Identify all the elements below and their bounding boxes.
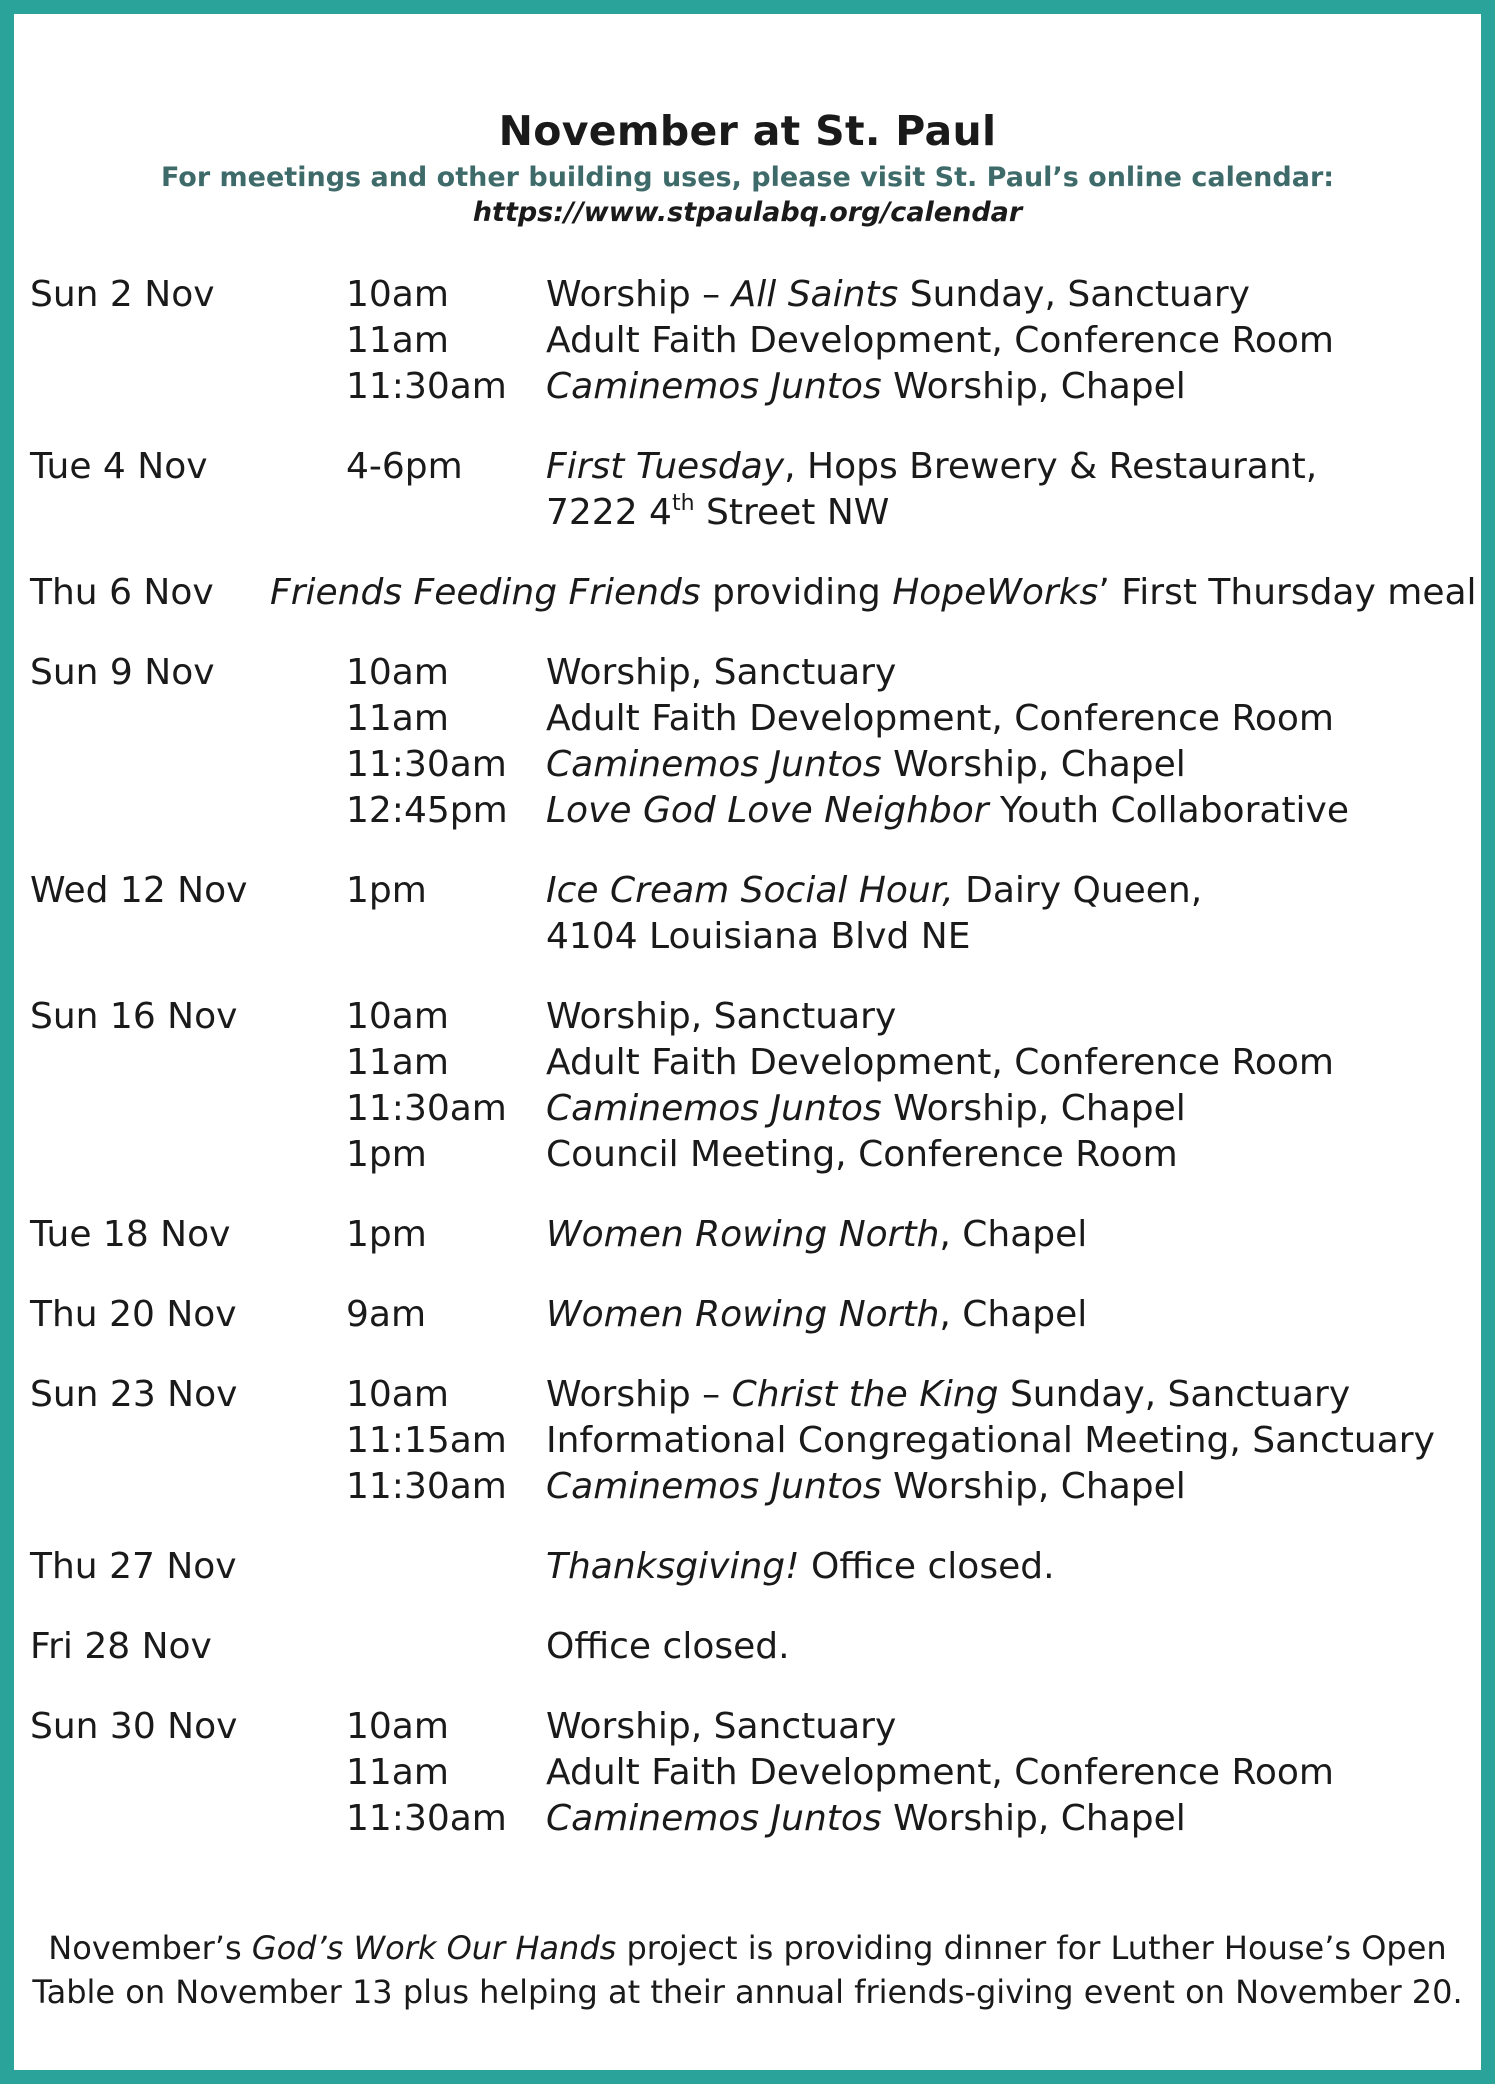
event-group bbox=[30, 444, 1470, 536]
event-text: Worship – bbox=[546, 1374, 732, 1415]
event-date: Tue 4 Nov bbox=[30, 446, 208, 487]
footer-project-name: God’s Work Our Hands bbox=[251, 1929, 617, 1967]
event-text: , Hops Brewery & Restaurant, bbox=[784, 446, 1318, 487]
event-text: Adult Faith Development, Conference Room bbox=[546, 320, 1334, 361]
event-row bbox=[30, 650, 1470, 696]
event-row bbox=[30, 868, 1470, 914]
event-row bbox=[30, 272, 1470, 318]
event-description bbox=[546, 650, 896, 696]
event-time: 11am bbox=[346, 1752, 449, 1793]
event-emphasis: Thanksgiving! bbox=[546, 1546, 800, 1587]
event-emphasis: First Tuesday bbox=[546, 446, 785, 487]
event-date: Thu 20 Nov bbox=[30, 1294, 237, 1335]
event-row bbox=[30, 1464, 1470, 1510]
event-date: Sun 16 Nov bbox=[30, 996, 238, 1037]
event-description bbox=[546, 1624, 790, 1670]
event-group bbox=[30, 570, 1477, 616]
event-text: Youth Collaborative bbox=[988, 790, 1350, 831]
event-text: Worship, Chapel bbox=[881, 1798, 1186, 1839]
header bbox=[14, 106, 1481, 230]
event-row bbox=[30, 1212, 1470, 1258]
footer-text-1: project is providing dinner for Luther House’s Open bbox=[616, 1929, 1447, 1967]
event-group bbox=[30, 1544, 1470, 1590]
event-emphasis: Women Rowing North bbox=[546, 1294, 940, 1335]
event-row bbox=[30, 364, 1470, 410]
event-group bbox=[30, 1212, 1470, 1258]
event-description bbox=[546, 868, 1202, 914]
event-text: Sunday, Sanctuary bbox=[998, 1374, 1351, 1415]
event-date: Fri 28 Nov bbox=[30, 1626, 212, 1667]
event-ordinal: th bbox=[671, 491, 695, 516]
event-text: 4104 Louisiana Blvd NE bbox=[546, 916, 971, 957]
event-row bbox=[30, 696, 1470, 742]
calendar-page bbox=[14, 14, 1481, 2070]
event-text: Sunday, Sanctuary bbox=[898, 274, 1250, 315]
event-row bbox=[30, 1624, 1470, 1670]
event-time: 11am bbox=[346, 698, 449, 739]
event-row bbox=[30, 318, 1470, 364]
event-time: 1pm bbox=[346, 1134, 427, 1175]
event-emphasis: Friends Feeding Friends bbox=[270, 572, 701, 613]
event-text: Worship, Chapel bbox=[881, 1088, 1186, 1129]
event-text: Adult Faith Development, Conference Room bbox=[546, 1042, 1334, 1083]
event-description bbox=[546, 364, 1186, 410]
event-description bbox=[546, 444, 1317, 490]
event-description bbox=[270, 570, 1477, 616]
event-description bbox=[546, 994, 896, 1040]
event-group bbox=[30, 1292, 1470, 1338]
event-row bbox=[30, 490, 1470, 536]
event-description bbox=[546, 914, 970, 960]
event-text: , Chapel bbox=[939, 1214, 1088, 1255]
event-emphasis: Caminemos Juntos bbox=[546, 744, 882, 785]
event-row bbox=[30, 570, 1477, 616]
event-text: Office closed. bbox=[546, 1626, 790, 1667]
event-description bbox=[546, 1464, 1186, 1510]
event-date: Wed 12 Nov bbox=[30, 870, 248, 911]
event-description bbox=[546, 272, 1250, 318]
event-group bbox=[30, 272, 1470, 410]
footer-text-2: Table on November 13 plus helping at their annual friends-giving event on November 20. bbox=[32, 1973, 1463, 2011]
event-date: Sun 30 Nov bbox=[30, 1706, 238, 1747]
page-title: November at St. Paul bbox=[498, 107, 997, 155]
event-row bbox=[30, 1086, 1470, 1132]
event-emphasis: Ice Cream Social Hour, bbox=[546, 870, 954, 911]
event-text: Adult Faith Development, Conference Room bbox=[546, 1752, 1334, 1793]
event-time: 10am bbox=[346, 996, 449, 1037]
event-list bbox=[30, 272, 1477, 1876]
event-row bbox=[30, 914, 1470, 960]
event-description bbox=[546, 1750, 1334, 1796]
event-row bbox=[30, 742, 1470, 788]
event-description bbox=[546, 1544, 1055, 1590]
event-text: Worship, Chapel bbox=[881, 366, 1186, 407]
event-description bbox=[546, 1372, 1350, 1418]
event-group bbox=[30, 1704, 1470, 1842]
event-text: Adult Faith Development, Conference Room bbox=[546, 698, 1334, 739]
event-emphasis: Christ the King bbox=[731, 1374, 999, 1415]
event-time: 10am bbox=[346, 652, 449, 693]
event-group bbox=[30, 868, 1470, 960]
event-time: 11:30am bbox=[346, 744, 507, 785]
event-time: 9am bbox=[346, 1294, 427, 1335]
event-time: 11am bbox=[346, 1042, 449, 1083]
event-text: Worship – bbox=[546, 274, 732, 315]
footer-pre: November’s bbox=[48, 1929, 252, 1967]
event-row bbox=[30, 1372, 1470, 1418]
event-time: 11:30am bbox=[346, 1088, 507, 1129]
event-time: 1pm bbox=[346, 1214, 427, 1255]
event-text: 7222 4 bbox=[546, 492, 672, 533]
event-emphasis: All Saints bbox=[731, 274, 899, 315]
event-time: 11:30am bbox=[346, 1466, 507, 1507]
event-text: Informational Congregational Meeting, Sanctuary bbox=[546, 1420, 1435, 1461]
event-description bbox=[546, 1086, 1186, 1132]
event-date: Tue 18 Nov bbox=[30, 1214, 231, 1255]
calendar-url[interactable]: https://www.stpaulabq.org/calendar bbox=[472, 197, 1023, 228]
event-text: Worship, Sanctuary bbox=[546, 1706, 897, 1747]
event-time: 1pm bbox=[346, 870, 427, 911]
event-row bbox=[30, 994, 1470, 1040]
event-emphasis: Caminemos Juntos bbox=[546, 366, 882, 407]
event-group bbox=[30, 650, 1470, 834]
event-time: 11:30am bbox=[346, 366, 507, 407]
event-row bbox=[30, 1750, 1470, 1796]
event-text: , Chapel bbox=[939, 1294, 1088, 1335]
event-description bbox=[546, 1704, 896, 1750]
event-time: 10am bbox=[346, 274, 449, 315]
event-description bbox=[546, 1292, 1087, 1338]
event-description bbox=[546, 1796, 1186, 1842]
event-row bbox=[30, 444, 1470, 490]
event-date: Thu 27 Nov bbox=[30, 1546, 237, 1587]
event-emphasis: Caminemos Juntos bbox=[546, 1088, 882, 1129]
event-time: 12:45pm bbox=[346, 790, 508, 831]
event-time: 11am bbox=[346, 320, 449, 361]
event-time: 4-6pm bbox=[346, 446, 463, 487]
event-emphasis: Caminemos Juntos bbox=[546, 1798, 882, 1839]
event-description bbox=[546, 1418, 1435, 1464]
event-row bbox=[30, 1292, 1470, 1338]
event-row bbox=[30, 1040, 1470, 1086]
event-row bbox=[30, 788, 1470, 834]
event-date: Sun 23 Nov bbox=[30, 1374, 238, 1415]
event-description bbox=[546, 742, 1186, 788]
event-description bbox=[546, 318, 1334, 364]
event-description bbox=[546, 696, 1334, 742]
event-date: Sun 9 Nov bbox=[30, 652, 215, 693]
event-time: 10am bbox=[346, 1706, 449, 1747]
event-emphasis: Caminemos Juntos bbox=[546, 1466, 882, 1507]
event-date: Thu 6 Nov bbox=[30, 572, 214, 613]
event-text: Worship, Chapel bbox=[881, 1466, 1186, 1507]
event-description bbox=[546, 1212, 1087, 1258]
footer-note bbox=[14, 1926, 1481, 2014]
event-date: Sun 2 Nov bbox=[30, 274, 215, 315]
event-description bbox=[546, 1040, 1334, 1086]
event-text: Worship, Sanctuary bbox=[546, 652, 897, 693]
event-description bbox=[546, 1132, 1178, 1178]
event-emphasis: Women Rowing North bbox=[546, 1214, 940, 1255]
event-text: Office closed. bbox=[799, 1546, 1055, 1587]
event-row bbox=[30, 1132, 1470, 1178]
event-text: Council Meeting, Conference Room bbox=[546, 1134, 1178, 1175]
event-time: 11:30am bbox=[346, 1798, 507, 1839]
event-text: providing bbox=[700, 572, 893, 613]
event-group bbox=[30, 1372, 1470, 1510]
event-text: Worship, Chapel bbox=[881, 744, 1186, 785]
event-description bbox=[546, 788, 1349, 834]
event-emphasis: Love God Love Neighbor bbox=[546, 790, 989, 831]
event-row bbox=[30, 1544, 1470, 1590]
event-description bbox=[546, 490, 889, 536]
event-time: 10am bbox=[346, 1374, 449, 1415]
event-text: ’ First Thursday meal bbox=[1098, 572, 1477, 613]
event-row bbox=[30, 1796, 1470, 1842]
event-text: Street NW bbox=[694, 492, 890, 533]
event-emphasis: HopeWorks bbox=[892, 572, 1099, 613]
event-time: 11:15am bbox=[346, 1420, 507, 1461]
event-row bbox=[30, 1704, 1470, 1750]
event-group bbox=[30, 994, 1470, 1178]
event-text: Worship, Sanctuary bbox=[546, 996, 897, 1037]
event-row bbox=[30, 1418, 1470, 1464]
event-text: Dairy Queen, bbox=[953, 870, 1203, 911]
event-group bbox=[30, 1624, 1470, 1670]
calendar-notice: For meetings and other building uses, please visit St. Paul’s online calendar: bbox=[160, 162, 1335, 193]
